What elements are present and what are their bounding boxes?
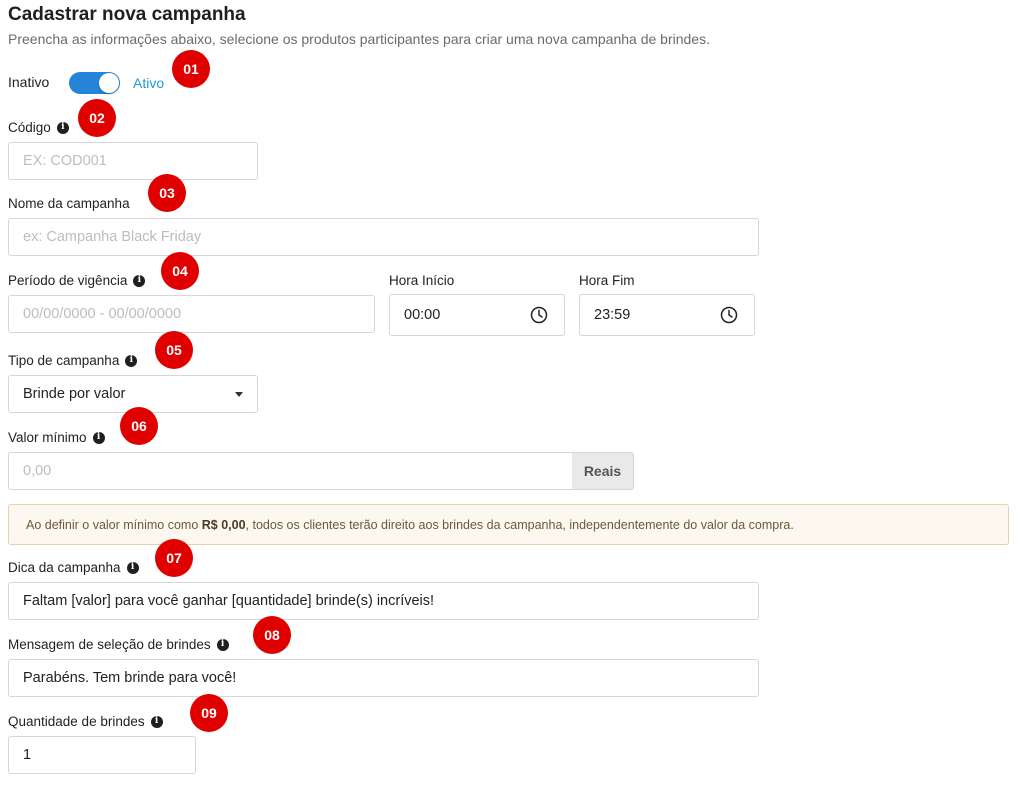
caret-down-icon — [235, 392, 243, 397]
info-icon[interactable]: i — [127, 562, 139, 574]
codigo-label — [8, 120, 69, 135]
notice-text-before: Ao definir o valor mínimo como — [26, 517, 202, 532]
periodo-placeholder: 00/00/0000 - 00/00/0000 — [23, 306, 182, 322]
mensagem-input[interactable] — [8, 659, 759, 697]
nome-input[interactable] — [8, 218, 759, 256]
quantidade-label-text: Quantidade de brindes — [8, 714, 145, 729]
notice-text-bold: R$ 0,00 — [201, 517, 246, 532]
hora-inicio-input[interactable] — [389, 294, 565, 336]
dica-value: Faltam [valor] para você ganhar [quantidade] brinde(s) incríveis! — [23, 593, 435, 609]
notice-text — [26, 518, 794, 532]
clock-icon[interactable] — [720, 306, 738, 324]
info-icon[interactable]: i — [57, 122, 69, 134]
codigo-placeholder: EX: COD001 — [23, 153, 107, 169]
quantidade-label — [8, 714, 163, 729]
status-toggle[interactable] — [69, 72, 120, 94]
valor-minimo-label-text: Valor mínimo — [8, 430, 87, 445]
nome-label: Nome da campanha — [8, 196, 130, 211]
marker-badge-07: 07 — [155, 539, 193, 577]
notice-text-after: , todos os clientes terão direito aos brindes da campanha, independentemente do valor da compra. — [245, 517, 794, 532]
zero-value-notice — [8, 504, 1009, 545]
tipo-selected-value: Brinde por valor — [23, 386, 126, 402]
info-icon[interactable]: i — [133, 275, 145, 287]
page-subtitle: Preencha as informações abaixo, selecione os produtos participantes para criar uma nova campanha de brindes. — [8, 31, 710, 47]
info-icon[interactable]: i — [217, 639, 229, 651]
marker-badge-03: 03 — [148, 174, 186, 212]
mensagem-label — [8, 637, 229, 652]
nome-placeholder: ex: Campanha Black Friday — [23, 229, 202, 245]
hora-inicio-value: 00:00 — [404, 307, 441, 323]
quantidade-input[interactable] — [8, 736, 196, 774]
toggle-knob — [99, 73, 119, 93]
currency-addon: Reais — [572, 452, 634, 490]
hora-inicio-label: Hora Início — [389, 273, 455, 288]
mensagem-label-text: Mensagem de seleção de brindes — [8, 637, 211, 652]
periodo-label — [8, 273, 145, 288]
status-on-label: Ativo — [133, 75, 165, 91]
marker-badge-05: 05 — [155, 331, 193, 369]
valor-minimo-label — [8, 430, 105, 445]
marker-badge-02: 02 — [78, 99, 116, 137]
codigo-label-text: Código — [8, 120, 51, 135]
periodo-input[interactable] — [8, 295, 375, 333]
marker-badge-08: 08 — [253, 616, 291, 654]
info-icon[interactable]: i — [151, 716, 163, 728]
periodo-label-text: Período de vigência — [8, 273, 128, 288]
marker-badge-01: 01 — [172, 50, 210, 88]
dica-label — [8, 560, 139, 575]
info-icon[interactable]: i — [93, 432, 105, 444]
valor-minimo-input[interactable] — [8, 452, 573, 490]
dica-input[interactable] — [8, 582, 759, 620]
quantidade-value: 1 — [23, 747, 32, 763]
marker-badge-04: 04 — [161, 252, 199, 290]
mensagem-value: Parabéns. Tem brinde para você! — [23, 670, 237, 686]
tipo-label-text: Tipo de campanha — [8, 353, 120, 368]
tipo-label — [8, 353, 137, 368]
marker-badge-06: 06 — [120, 407, 158, 445]
clock-icon[interactable] — [530, 306, 548, 324]
status-off-label: Inativo — [8, 74, 50, 90]
dica-label-text: Dica da campanha — [8, 560, 121, 575]
info-icon[interactable]: i — [125, 355, 137, 367]
hora-fim-value: 23:59 — [594, 307, 631, 323]
hora-fim-label: Hora Fim — [579, 273, 635, 288]
codigo-input[interactable] — [8, 142, 258, 180]
hora-fim-input[interactable] — [579, 294, 755, 336]
valor-minimo-placeholder: 0,00 — [23, 463, 52, 479]
page-title: Cadastrar nova campanha — [8, 4, 246, 25]
marker-badge-09: 09 — [190, 694, 228, 732]
